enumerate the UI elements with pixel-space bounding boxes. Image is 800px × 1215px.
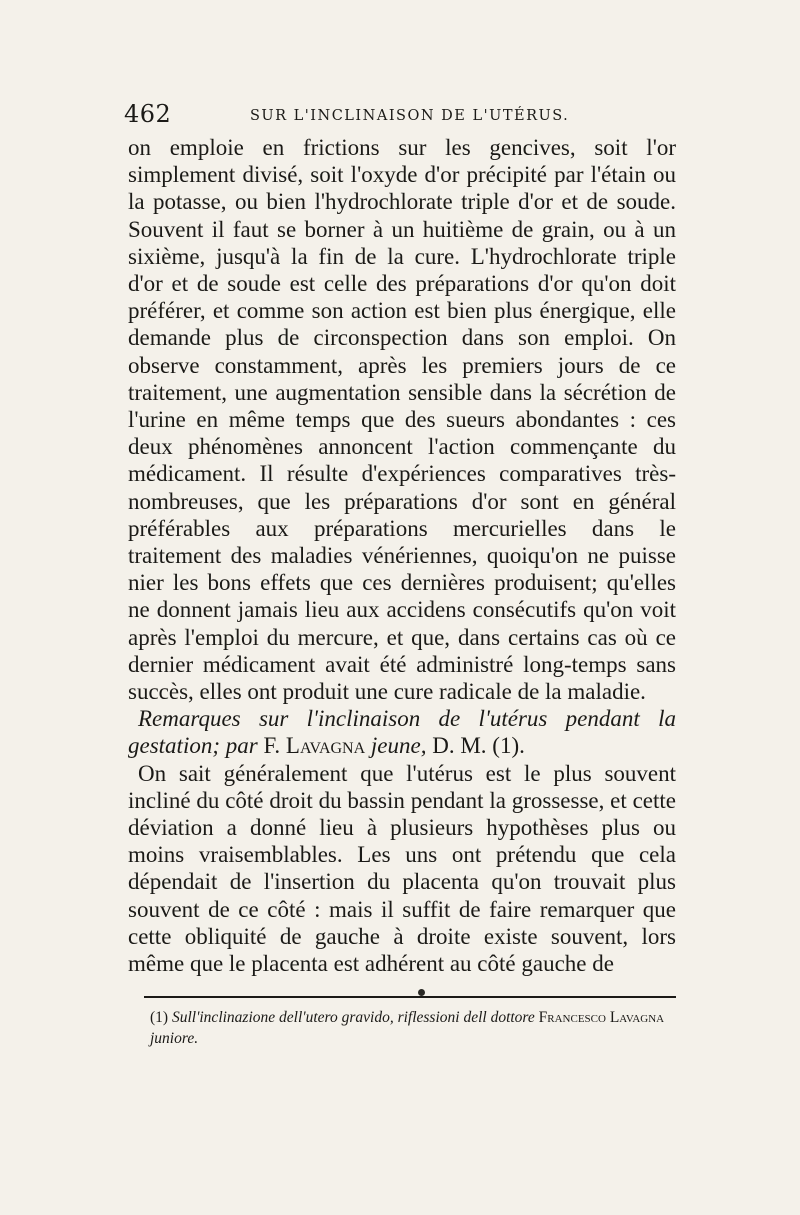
author-initial: F. <box>263 733 281 759</box>
footnote-separator <box>128 977 676 1007</box>
running-head <box>124 100 676 134</box>
separator-rule <box>144 996 676 998</box>
running-title: SUR L'INCLINAISON DE L'UTÉRUS. <box>250 108 570 124</box>
paragraph-uterus-inclination: On sait généralement que l'utérus est le plus souvent incliné du côté droit du bassin pendant la grossesse, et cette déviation a donné lieu à plusieurs hypothèses plus ou moins vraisemblables. Les uns ont prétendu que cela dépendait de l'insertion du placenta qu'on trouvait plus souvent de ce côté : mais il suffit de faire remarquer que cette obliquité de gauche à droite existe souvent, lors même que le placenta est adhérent au côté gauche de <box>128 760 676 977</box>
footnote <box>128 1007 676 1049</box>
section-title: Remarques sur l'inclinaison de l'utérus pendant la gestation; par <box>128 706 676 759</box>
section-heading <box>128 705 676 759</box>
author-degree: D. M. (1). <box>432 733 525 759</box>
footnote-marker: (1) <box>150 1009 169 1027</box>
page-number: 462 <box>124 100 172 128</box>
main-text <box>128 134 676 977</box>
footnote-title: Sull'inclinazione dell'utero gravido, riflessioni dell dottore <box>171 1009 535 1027</box>
author-suffix: jeune, <box>370 733 427 759</box>
author-name: Lavagna <box>285 733 366 759</box>
paragraph-gold-treatment: on emploie en frictions sur les gencives, soit l'or simplement divisé, soit l'oxyde d'or précipité par l'étain ou la potasse, ou bien l'hydrochlorate triple d'or et de soude. Souvent il faut se borner à un huitième de grain, ou à un sixième, jusqu'à la fin de la cure. L'hydrochlorate triple d'or et de soude est celle des préparations d'or qu'on doit préférer, et comme son action est bien plus énergique, elle demande plus de circonspection dans son emploi. On observe constamment, après les premiers jours de ce traitement, une augmentation sensible dans la sécrétion de l'urine en même temps que des sueurs abondantes : ces deux phénomènes annoncent l'action commençante du médicament. Il résulte d'expériences comparatives très-nombreuses, que les préparations d'or sont en général préférables aux préparations mercurielles dans le traitement des maladies vénériennes, quoiqu'on ne puisse nier les bons effets que ces dernières produisent; qu'elles ne donnent jamais lieu aux accidens consécutifs qu'on voit après l'emploi du mercure, et que, dans certains cas où ce dernier médicament avait été administré long-temps sans succès, elles ont produit une cure radicale de la maladie. <box>128 135 676 705</box>
footnote-author-suffix: juniore. <box>150 1030 199 1048</box>
ink-speck <box>418 989 425 996</box>
book-page <box>124 100 676 1049</box>
footnote-author-last: Lavagna <box>609 1009 665 1027</box>
footnote-author-first: Francesco <box>538 1009 606 1027</box>
